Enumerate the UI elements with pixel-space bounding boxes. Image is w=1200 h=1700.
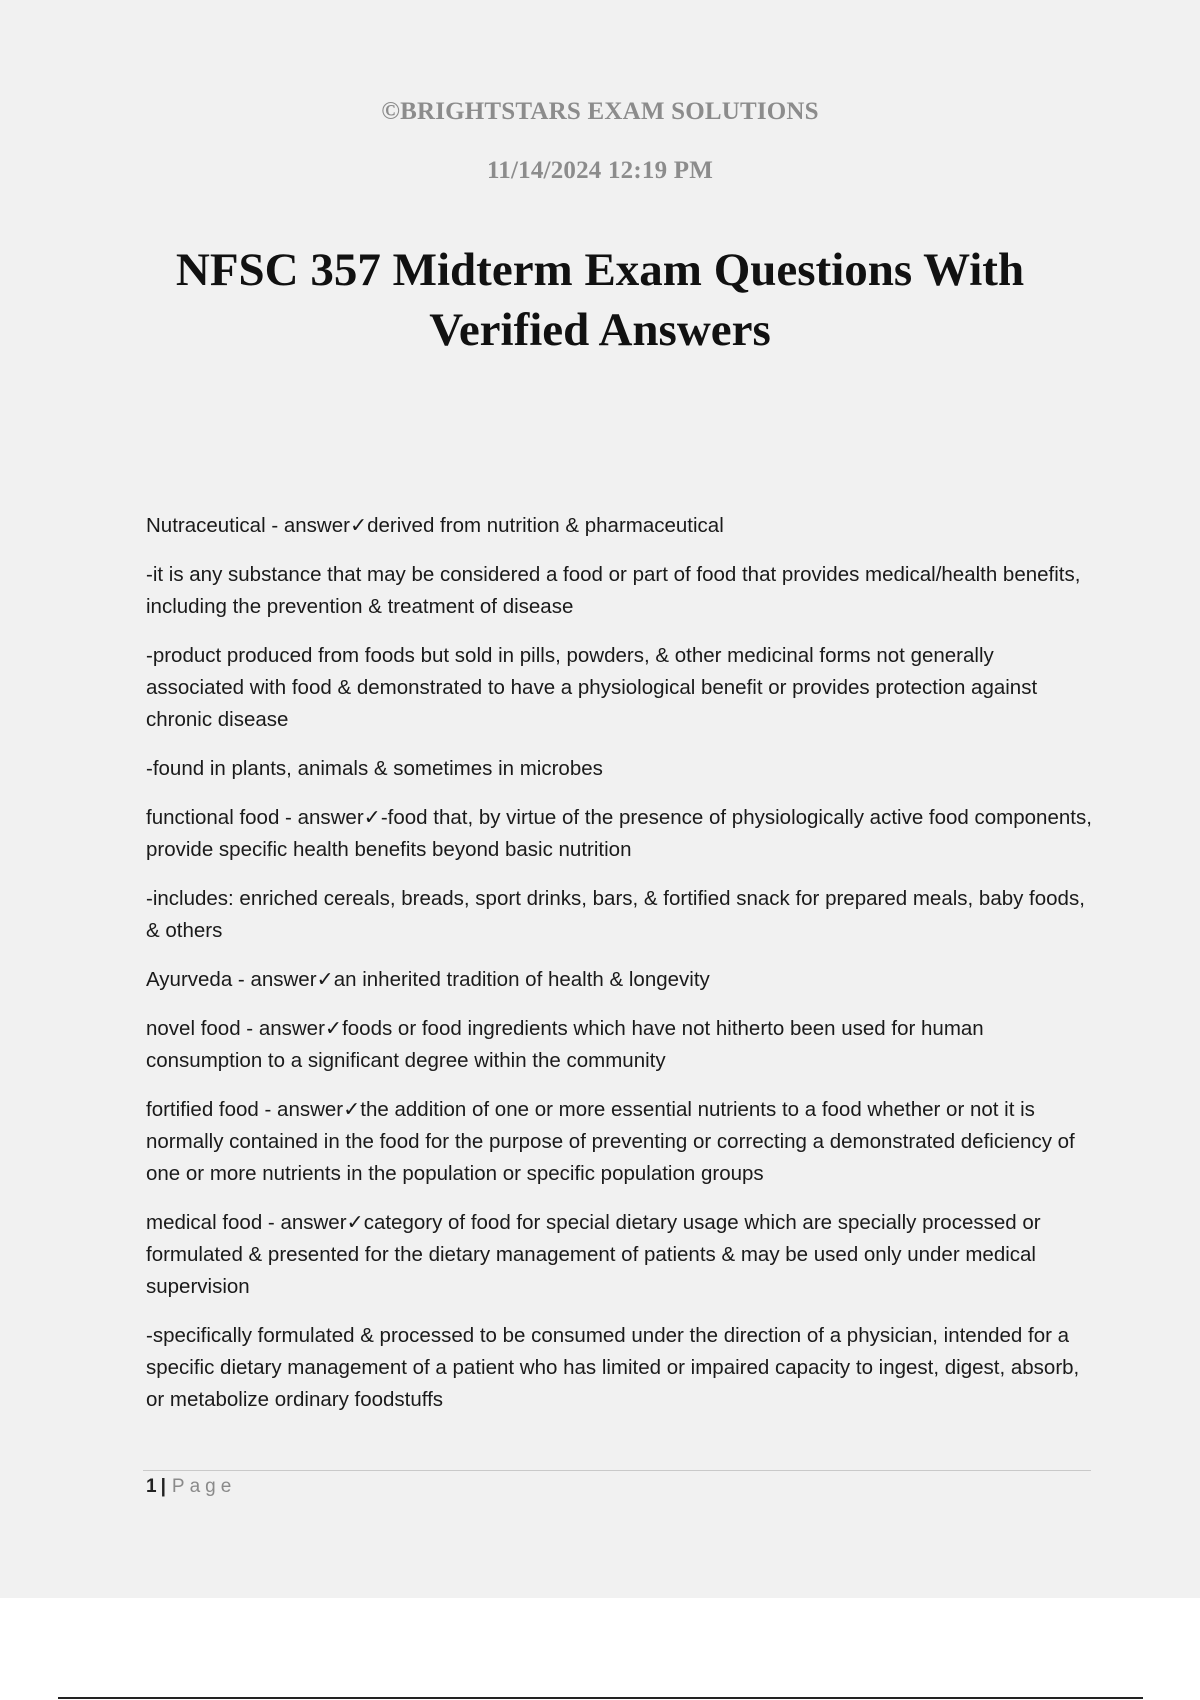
copyright-header: ©BRIGHTSTARS EXAM SOLUTIONS: [381, 98, 819, 125]
page-label: Page: [171, 1476, 237, 1497]
document-title-line-2: Verified Answers: [429, 304, 771, 356]
document-title: [100, 240, 1100, 360]
paragraph-functional-food-includes: -includes: enriched cereals, breads, sport drinks, bars, & fortified snack for prepared meals, baby foods, & others: [146, 887, 1085, 942]
paragraph-nutraceutical-definition: -it is any substance that may be considered a food or part of food that provides medical/health benefits, including the prevention & treatment of disease: [146, 563, 1081, 618]
page-footer: [146, 1474, 236, 1500]
document-body: [146, 510, 1096, 1433]
paragraph-ayurveda: Ayurveda - answer✓an inherited tradition of health & longevity: [146, 968, 710, 991]
page-separator: |: [160, 1476, 166, 1497]
footer-divider: [143, 1470, 1091, 1471]
paragraph-novel-food: novel food - answer✓foods or food ingredients which have not hitherto been used for human consumption to a significant degree within the community: [146, 1017, 984, 1072]
paragraph-nutraceutical-sources: -found in plants, animals & sometimes in microbes: [146, 757, 603, 780]
document-title-line-1: NFSC 357 Midterm Exam Questions With: [175, 244, 1025, 296]
paragraph-fortified-food: fortified food - answer✓the addition of one or more essential nutrients to a food whether or not it is normally contained in the food for the purpose of preventing or correcting a demonstrated deficiency of one or more nutrients in the population or specific population groups: [146, 1098, 1075, 1185]
paragraph-functional-food: functional food - answer✓-food that, by virtue of the presence of physiologically active food components, provide specific health benefits beyond basic nutrition: [146, 806, 1092, 861]
paragraph-nutraceutical-product: -product produced from foods but sold in pills, powders, & other medicinal forms not generally associated with food & demonstrated to have a physiological benefit or provides protection against chronic disease: [146, 644, 1038, 731]
datetime-header: 11/14/2024 12:19 PM: [486, 157, 713, 184]
page-number: 1: [146, 1476, 157, 1497]
paragraph-nutraceutical: Nutraceutical - answer✓derived from nutrition & pharmaceutical: [146, 514, 724, 537]
paragraph-medical-food-detail: -specifically formulated & processed to be consumed under the direction of a physician, intended for a specific dietary management of a patient who has limited or impaired capacity to ingest, digest, absorb, or metabolize ordinary foodstuffs: [146, 1324, 1080, 1411]
paragraph-medical-food: medical food - answer✓category of food for special dietary usage which are specially processed or formulated & presented for the dietary management of patients & may be used only under medical supervision: [146, 1211, 1041, 1298]
next-page-divider: [58, 1697, 1143, 1699]
